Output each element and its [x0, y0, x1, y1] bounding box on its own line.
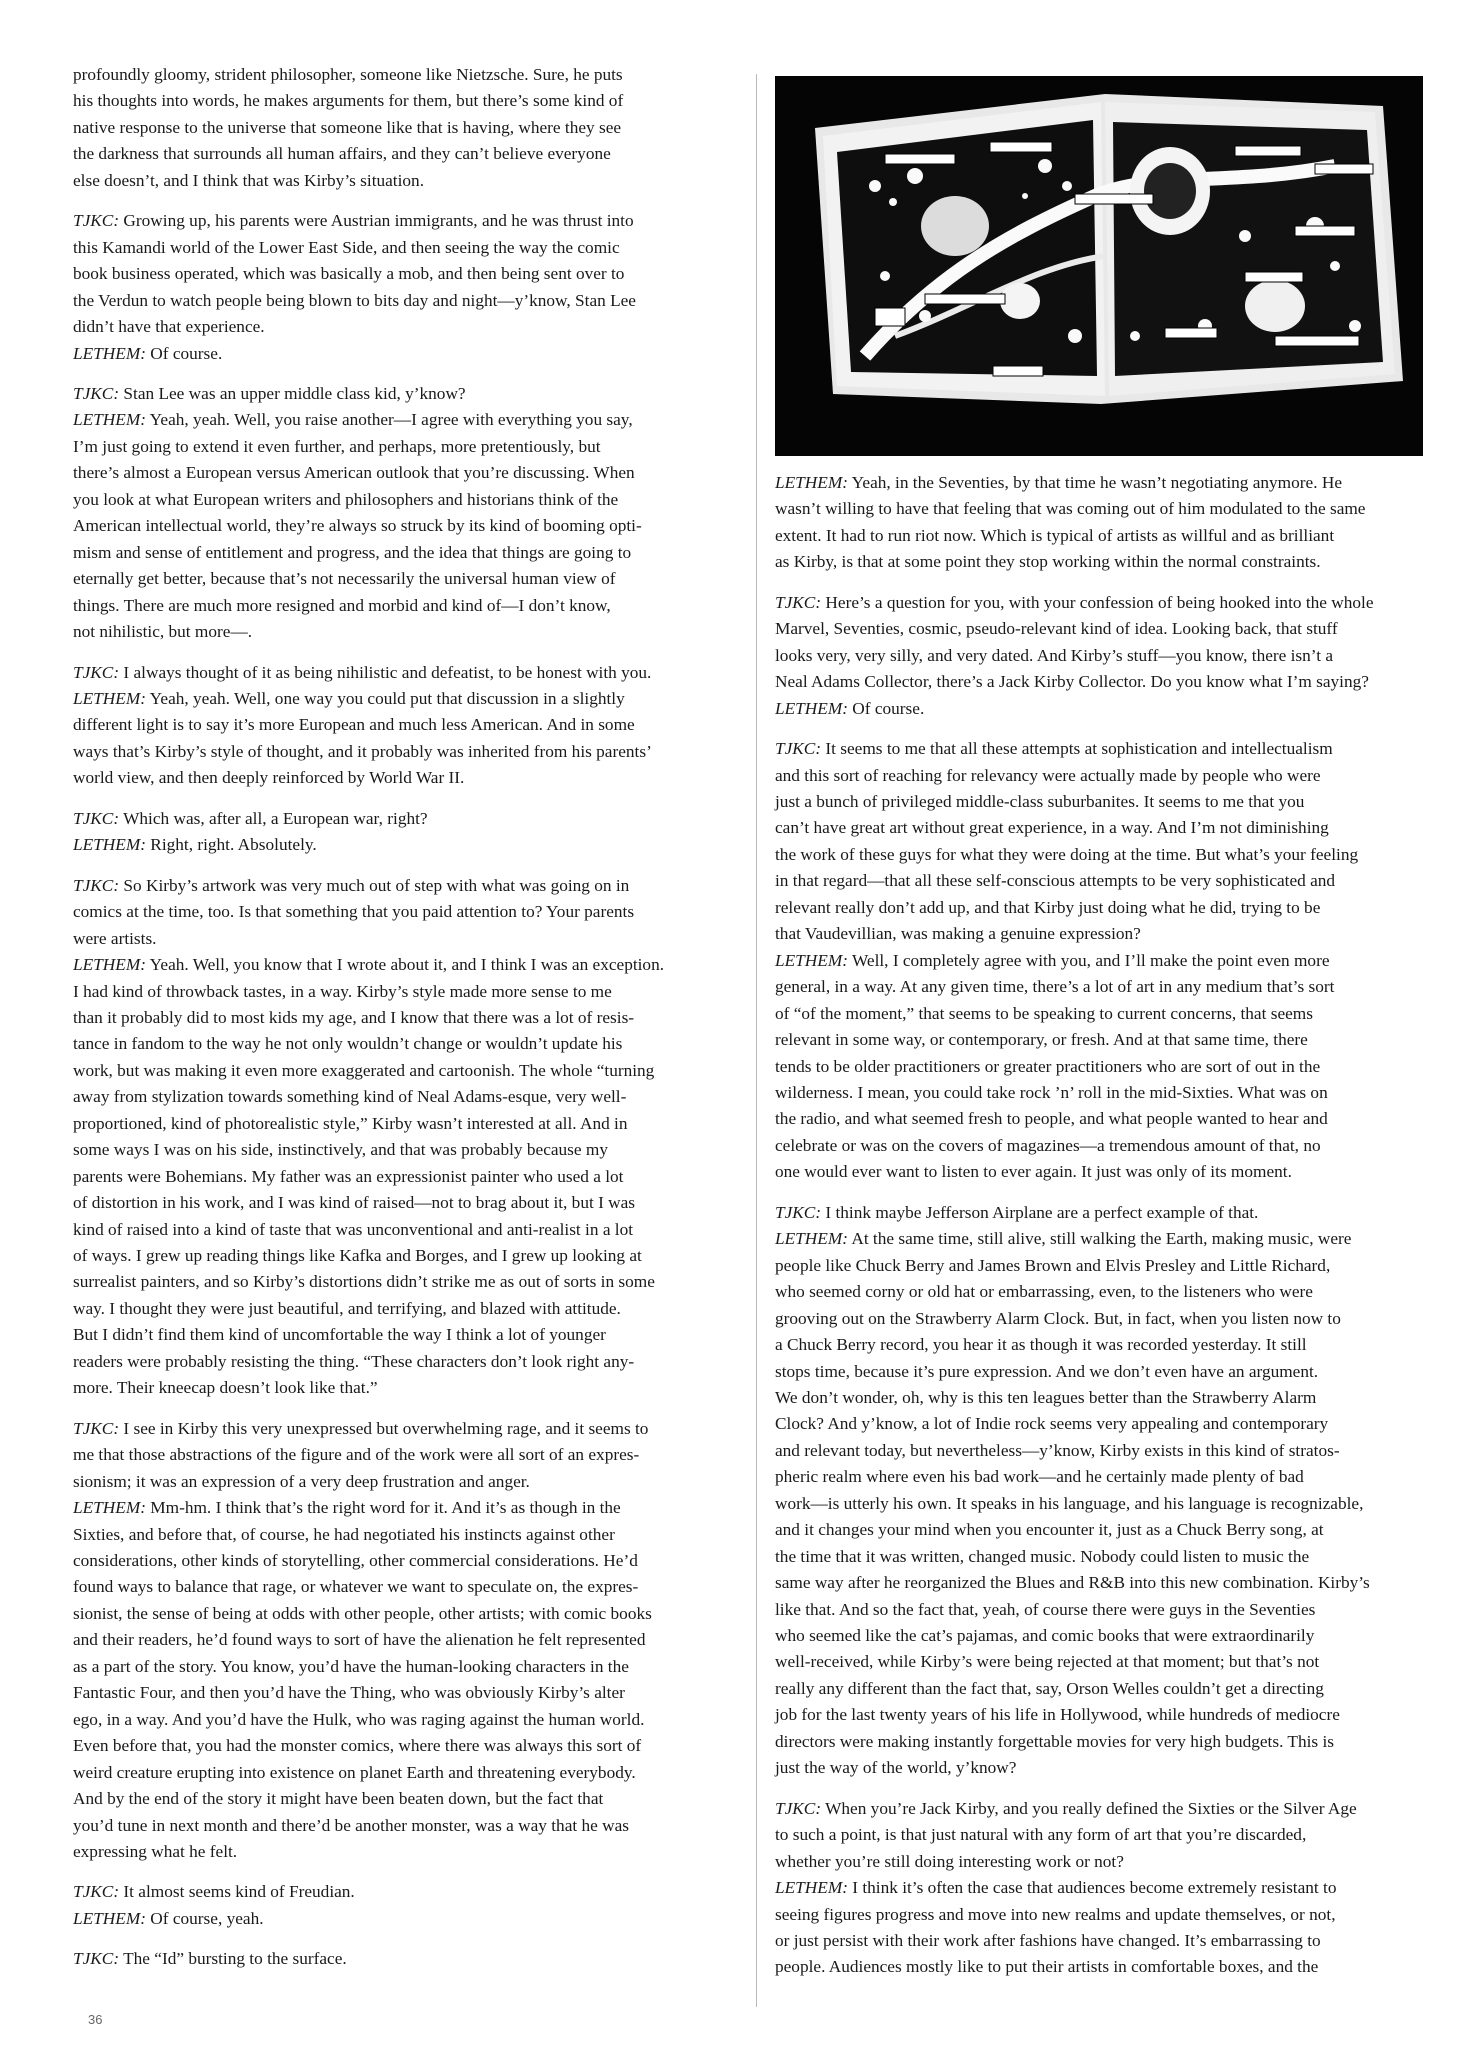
text-line: as Kirby, is that at some point they stop working within the normal constraints.: [775, 552, 1321, 572]
text-line: the darkness that surrounds all human affairs, and they can’t believe everyone: [73, 144, 611, 164]
text-line: LETHEM: Right, right. Absolutely.: [73, 835, 317, 855]
speaker-tag: LETHEM:: [73, 1908, 146, 1928]
text-line: just a bunch of privileged middle-class suburbanites. It seems to me that you: [775, 791, 1305, 811]
text-line: TJKC: I think maybe Jefferson Airplane are a perfect example of that.: [775, 1202, 1259, 1222]
text-line: directors were making instantly forgettable movies for very high budgets. This is: [775, 1731, 1334, 1751]
text-line: of distortion in his work, and I was kind of raised—not to brag about it, but I was: [73, 1193, 636, 1213]
text-line: LETHEM: Yeah, yeah. Well, you raise another—I agree with everything you say,: [73, 410, 633, 430]
text-line: TJKC: I see in Kirby this very unexpressed but overwhelming rage, and it seems to: [73, 1418, 649, 1438]
text-line: stops time, because it’s pure expression. And we don’t even have an argument.: [775, 1361, 1319, 1381]
speaker-tag: LETHEM:: [73, 835, 146, 855]
text-line: book business operated, which was basically a mob, and then being sent over to: [73, 264, 625, 284]
text-line: who seemed corny or old hat or embarrassing, even, to the listeners who were: [775, 1282, 1313, 1302]
text-line: ways that’s Kirby’s style of thought, and it probably was inherited from his parents’: [73, 741, 652, 761]
text-line: people. Audiences mostly like to put their artists in comfortable boxes, and the: [775, 1957, 1319, 1977]
text-line: TJKC: Which was, after all, a European war, right?: [73, 808, 428, 828]
text-line: there’s almost a European versus American outlook that you’re discussing. When: [73, 463, 635, 483]
page-number: 36: [88, 2012, 103, 2027]
text-line: work—is utterly his own. It speaks in his language, and his language is recognizable,: [775, 1493, 1364, 1513]
text-line: way. I thought they were just beautiful, and terrifying, and blazed with attitude.: [73, 1298, 621, 1318]
speaker-tag: LETHEM:: [73, 343, 146, 363]
text-line: TJKC: So Kirby’s artwork was very much out of step with what was going on in: [73, 875, 630, 895]
paragraph: [73, 1879, 739, 1932]
text-line: well-received, while Kirby’s were being rejected at that moment; but that’s not: [775, 1652, 1320, 1672]
speaker-tag: LETHEM:: [775, 1878, 848, 1898]
text-line: of ways. I grew up reading things like Kafka and Borges, and I grew up looking at: [73, 1246, 642, 1266]
text-line: TJKC: The “Id” bursting to the surface.: [73, 1949, 347, 1969]
text-line: extent. It had to run riot now. Which is typical of artists as willful and as brilliant: [775, 525, 1335, 545]
text-line: job for the last twenty years of his life in Hollywood, while hundreds of mediocre: [775, 1705, 1340, 1725]
text-line: whether you’re still doing interesting work or not?: [775, 1851, 1124, 1871]
text-line: parents were Bohemians. My father was an expressionist painter who used a lot: [73, 1166, 624, 1186]
text-line: and their readers, he’d found ways to sort of have the alienation he felt represented: [73, 1630, 646, 1650]
text-line: pheric realm where even his bad work—and he certainly made plenty of bad: [775, 1467, 1304, 1487]
text-line: people like Chuck Berry and James Brown and Elvis Presley and Little Richard,: [775, 1255, 1331, 1275]
paragraph: [73, 1946, 739, 1972]
speaker-tag: TJKC:: [775, 739, 822, 759]
text-line: TJKC: Stan Lee was an upper middle class kid, y’know?: [73, 383, 466, 403]
text-line: LETHEM: Of course.: [775, 698, 925, 718]
text-line: tance in fandom to the way he not only wouldn’t change or wouldn’t update his: [73, 1034, 623, 1054]
text-line: proportioned, kind of photorealistic style,” Kirby wasn’t interested at all. And in: [73, 1113, 628, 1133]
text-line: you’d tune in next month and there’d be another monster, was a way that he was: [73, 1815, 629, 1835]
text-line: the work of these guys for what they were doing at the time. But what’s your feeling: [775, 844, 1359, 864]
text-line: I had kind of throwback tastes, in a way. Kirby’s style made more sense to me: [73, 981, 612, 1001]
speaker-tag: LETHEM:: [73, 688, 146, 708]
text-line: more. Their kneecap doesn’t look like that.”: [73, 1378, 378, 1398]
text-line: didn’t have that experience.: [73, 317, 265, 337]
paragraph: [73, 660, 739, 792]
comic-spread-illustration: [775, 76, 1423, 456]
text-line: LETHEM: Yeah. Well, you know that I wrote about it, and I think I was an exception.: [73, 955, 665, 975]
text-line: away from stylization towards something kind of Neal Adams-esque, very well-: [73, 1087, 627, 1107]
text-line: TJKC: When you’re Jack Kirby, and you really defined the Sixties or the Silver Age: [775, 1798, 1357, 1818]
text-line: relevant really don’t add up, and that Kirby just doing what he did, trying to be: [775, 897, 1321, 917]
text-line: Marvel, Seventies, cosmic, pseudo-relevant kind of idea. Looking back, that stuff: [775, 619, 1338, 639]
text-line: LETHEM: At the same time, still alive, still walking the Earth, making music, were: [775, 1229, 1352, 1249]
text-line: can’t have great art without great experience, in a way. And I’m not diminishing: [775, 818, 1329, 838]
text-line: general, in a way. At any given time, there’s a lot of art in any medium that’s sort: [775, 977, 1335, 997]
text-line: weird creature erupting into existence on planet Earth and threatening everybody.: [73, 1762, 636, 1782]
text-line: looks very, very silly, and very dated. And Kirby’s stuff—you know, there isn’t a: [775, 645, 1334, 665]
text-line: me that those abstractions of the figure and of the work were all sort of an expres-: [73, 1445, 640, 1465]
text-line: and this sort of reaching for relevancy were actually made by people who were: [775, 765, 1321, 785]
text-line: that Vaudevillian, was making a genuine expression?: [775, 924, 1141, 944]
paragraph: [775, 1200, 1423, 1782]
text-line: his thoughts into words, he makes arguments for them, but there’s some kind of: [73, 91, 624, 111]
text-line: who seemed like the cat’s pajamas, and comic books that were extraordinarily: [775, 1626, 1315, 1646]
comic-spread-photo: [775, 76, 1423, 456]
text-line: comics at the time, too. Is that something that you paid attention to? Your parents: [73, 902, 635, 922]
speaker-tag: TJKC:: [775, 1202, 822, 1222]
text-line: eternally get better, because that’s not necessarily the universal human view of: [73, 569, 616, 589]
text-line: one would ever want to listen to ever again. It just was only of its moment.: [775, 1162, 1292, 1182]
text-line: LETHEM: I think it’s often the case that audiences become extremely resistant to: [775, 1878, 1337, 1898]
text-line: than it probably did to most kids my age, and I know that there was a lot of resis-: [73, 1007, 635, 1027]
text-line: the radio, and what seemed fresh to people, and what people wanted to hear and: [775, 1109, 1328, 1129]
text-line: and it changes your mind when you encounter it, just as a Chuck Berry song, at: [775, 1520, 1324, 1540]
text-line: readers were probably resisting the thing. “These characters don’t look right any-: [73, 1351, 635, 1371]
text-line: TJKC: Here’s a question for you, with your confession of being hooked into the whole: [775, 592, 1374, 612]
text-line: same way after he reorganized the Blues and R&B into this new combination. Kirby’s: [775, 1573, 1370, 1593]
text-line: Neal Adams Collector, there’s a Jack Kirby Collector. Do you know what I’m saying?: [775, 672, 1369, 692]
text-line: else doesn’t, and I think that was Kirby’s situation.: [73, 170, 425, 190]
text-line: the Verdun to watch people being blown to bits day and night—y’know, Stan Lee: [73, 290, 636, 310]
text-line: found ways to balance that rage, or whatever we want to speculate on, the expres-: [73, 1577, 639, 1597]
text-line: you look at what European writers and philosophers and historians think of the: [73, 489, 619, 509]
text-line: of “of the moment,” that seems to be speaking to current concerns, that seems: [775, 1003, 1313, 1023]
text-line: just the way of the world, y’know?: [775, 1758, 1017, 1778]
text-line: relevant in some way, or contemporary, or fresh. And at that same time, there: [775, 1030, 1308, 1050]
text-line: TJKC: I always thought of it as being nihilistic and defeatist, to be honest with you.: [73, 662, 652, 682]
speaker-tag: TJKC:: [73, 875, 120, 895]
text-line: profoundly gloomy, strident philosopher, someone like Nietzsche. Sure, he puts: [73, 65, 623, 84]
left-column: [73, 62, 739, 1987]
speaker-tag: TJKC:: [73, 383, 120, 403]
text-line: in that regard—that all these self-conscious attempts to be very sophisticated and: [775, 871, 1336, 891]
text-line: But I didn’t find them kind of uncomfortable the way I think a lot of younger: [73, 1325, 606, 1345]
text-line: the time that it was written, changed music. Nobody could listen to music the: [775, 1546, 1310, 1566]
speaker-tag: LETHEM:: [775, 698, 848, 718]
speaker-tag: LETHEM:: [775, 1229, 848, 1249]
text-line: a Chuck Berry record, you hear it as though it was recorded yesterday. It still: [775, 1335, 1307, 1355]
speaker-tag: TJKC:: [73, 1418, 120, 1438]
text-line: Clock? And y’know, a lot of Indie rock seems very appealing and contemporary: [775, 1414, 1329, 1434]
speaker-tag: TJKC:: [73, 808, 120, 828]
text-line: American intellectual world, they’re always so struck by its kind of booming opti-: [73, 516, 642, 536]
text-line: Fantastic Four, and then you’d have the Thing, who was obviously Kirby’s alter: [73, 1683, 625, 1703]
speaker-tag: TJKC:: [73, 211, 120, 231]
text-line: grooving out on the Strawberry Alarm Clock. But, in fact, when you listen now to: [775, 1308, 1341, 1328]
text-line: world view, and then deeply reinforced by World War II.: [73, 768, 465, 788]
text-line: ego, in a way. And you’d have the Hulk, who was raging against the human world.: [73, 1709, 645, 1729]
text-line: mism and sense of entitlement and progress, and the idea that things are going to: [73, 542, 632, 562]
text-line: sionism; it was an expression of a very deep frustration and anger.: [73, 1471, 530, 1491]
text-line: as a part of the story. You know, you’d have the human-looking characters in the: [73, 1656, 629, 1676]
right-column: [775, 470, 1423, 1995]
text-line: LETHEM: Well, I completely agree with you, and I’ll make the point even more: [775, 950, 1330, 970]
text-line: or just persist with their work after fashions have changed. It’s embarrassing to: [775, 1931, 1321, 1951]
speaker-tag: TJKC:: [775, 592, 822, 612]
text-line: to such a point, is that just natural with any form of art that you’re discarded,: [775, 1825, 1307, 1845]
text-line: were artists.: [73, 928, 157, 948]
text-line: wasn’t willing to have that feeling that was coming out of him modulated to the same: [775, 499, 1366, 519]
paragraph: [73, 1416, 739, 1866]
speaker-tag: TJKC:: [73, 1949, 120, 1969]
text-line: not nihilistic, but more—.: [73, 622, 253, 642]
paragraph: [73, 381, 739, 646]
paragraph: [775, 736, 1423, 1186]
paragraph: [775, 1796, 1423, 1981]
text-line: I’m just going to extend it even further, and perhaps, more pretentiously, but: [73, 436, 601, 456]
text-line: native response to the universe that someone like that is having, where they see: [73, 117, 622, 137]
text-line: LETHEM: Yeah, in the Seventies, by that time he wasn’t negotiating anymore. He: [775, 473, 1342, 492]
text-line: considerations, other kinds of storytelling, other commercial considerations. He’d: [73, 1551, 638, 1571]
text-line: sionist, the sense of being at odds with other people, other artists; with comic books: [73, 1603, 652, 1623]
text-line: We don’t wonder, oh, why is this ten leagues better than the Strawberry Alarm: [775, 1387, 1317, 1407]
text-line: celebrate or was on the covers of magazines—a tremendous amount of that, no: [775, 1135, 1321, 1155]
text-line: kind of raised into a kind of taste that was unconventional and anti-realist in a lot: [73, 1219, 634, 1239]
paragraph: [775, 590, 1423, 722]
paragraph: [73, 873, 739, 1402]
speaker-tag: LETHEM:: [73, 955, 146, 975]
column-divider: [756, 74, 757, 2007]
text-line: and relevant today, but nevertheless—y’know, Kirby exists in this kind of stratos-: [775, 1440, 1340, 1460]
paragraph: [775, 470, 1423, 576]
text-line: this Kamandi world of the Lower East Side, and then seeing the way the comic: [73, 237, 620, 257]
text-line: different light is to say it’s more European and much less American. And in some: [73, 715, 635, 735]
speaker-tag: TJKC:: [73, 1882, 120, 1902]
text-line: TJKC: It almost seems kind of Freudian.: [73, 1882, 355, 1902]
speaker-tag: TJKC:: [73, 662, 120, 682]
text-line: Even before that, you had the monster comics, where there was always this sort of: [73, 1736, 642, 1756]
text-line: expressing what he felt.: [73, 1842, 238, 1861]
text-line: work, but was making it even more exaggerated and cartoonish. The whole “turning: [73, 1060, 655, 1080]
text-line: Sixties, and before that, of course, he had negotiated his instincts against other: [73, 1524, 615, 1544]
text-line: surrealist painters, and so Kirby’s distortions didn’t strike me as out of sorts in some: [73, 1272, 655, 1292]
speaker-tag: LETHEM:: [73, 1498, 146, 1518]
text-line: like that. And so the fact that, yeah, of course there were guys in the Seventies: [775, 1599, 1316, 1619]
text-line: wilderness. I mean, you could take rock ’n’ roll in the mid-Sixties. What was on: [775, 1082, 1328, 1102]
speaker-tag: LETHEM:: [775, 473, 848, 492]
text-line: seeing figures progress and move into new realms and update themselves, or not,: [775, 1904, 1336, 1924]
speaker-tag: LETHEM:: [775, 950, 848, 970]
speaker-tag: LETHEM:: [73, 410, 146, 430]
text-line: things. There are much more resigned and morbid and kind of—I don’t know,: [73, 595, 611, 615]
text-line: really any different than the fact that, say, Orson Welles couldn’t get a directing: [775, 1678, 1324, 1698]
text-line: TJKC: Growing up, his parents were Austrian immigrants, and he was thrust into: [73, 211, 634, 231]
text-line: LETHEM: Mm-hm. I think that’s the right word for it. And it’s as though in the: [73, 1498, 621, 1518]
text-line: LETHEM: Of course, yeah.: [73, 1908, 264, 1928]
text-line: LETHEM: Of course.: [73, 343, 223, 363]
text-line: some ways I was on his side, instinctively, and that was probably because my: [73, 1140, 608, 1160]
paragraph: [73, 208, 739, 367]
text-line: TJKC: It seems to me that all these attempts at sophistication and intellectualism: [775, 739, 1333, 759]
paragraph: [73, 806, 739, 859]
text-line: And by the end of the story it might have been beaten down, but the fact that: [73, 1789, 604, 1809]
text-line: tends to be older practitioners or greater practitioners who are sort of out in the: [775, 1056, 1321, 1076]
text-line: LETHEM: Yeah, yeah. Well, one way you could put that discussion in a slightly: [73, 688, 625, 708]
paragraph: [73, 62, 739, 194]
speaker-tag: TJKC:: [775, 1798, 822, 1818]
